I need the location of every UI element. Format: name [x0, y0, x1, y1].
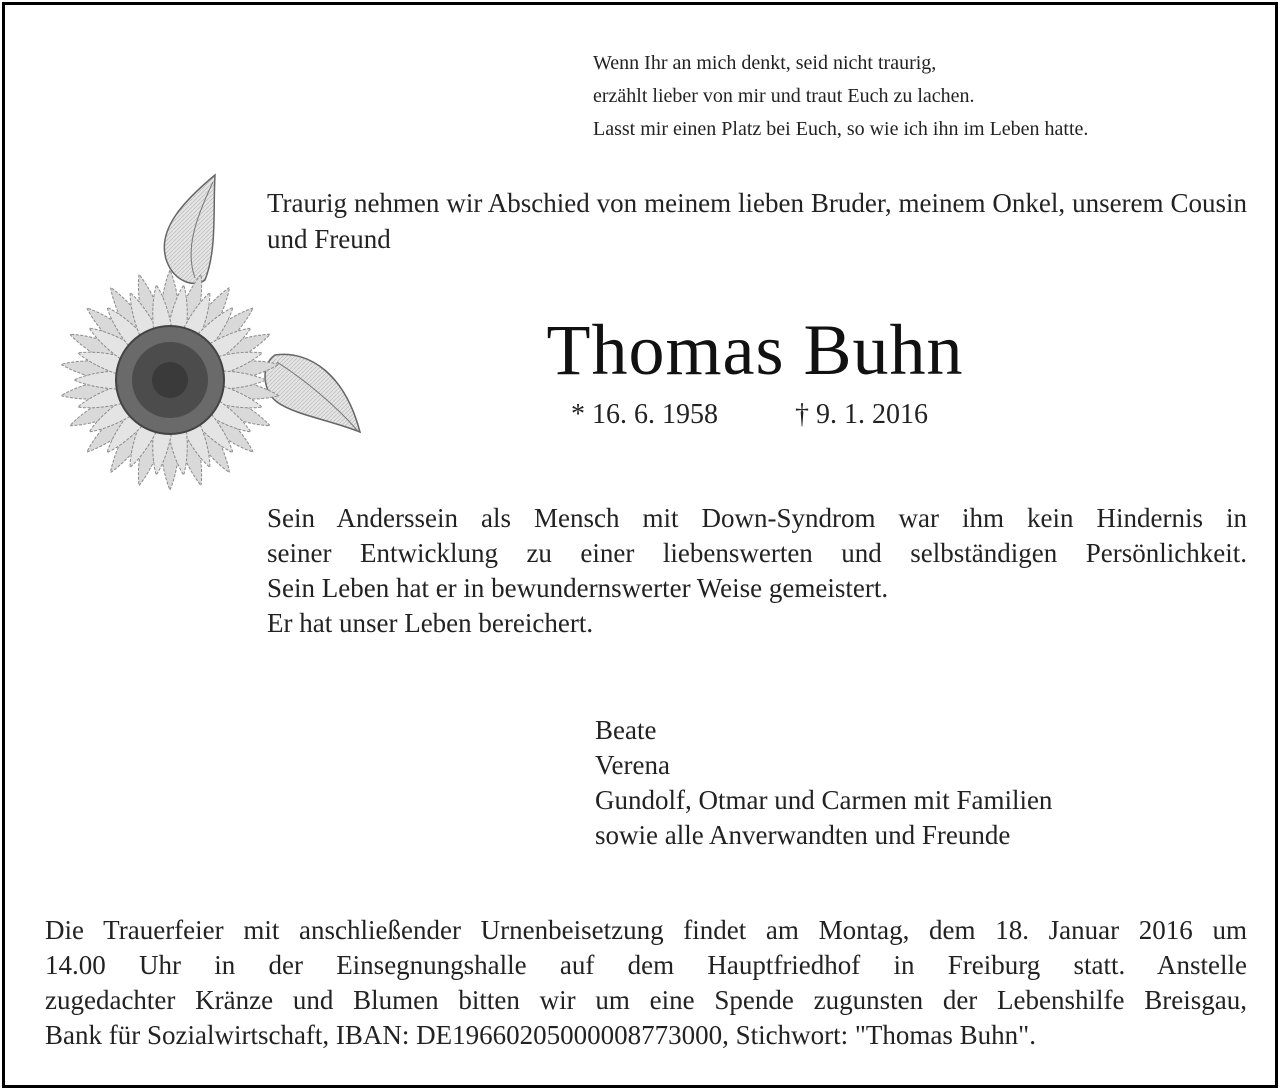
tribute-line: Sein Leben hat er in bewundernswerter Weise gemeistert.	[267, 573, 889, 603]
tribute-text	[267, 501, 1247, 641]
motto-line: Lasst mir einen Platz bei Euch, so wie ich ihn im Leben hatte.	[593, 118, 1089, 140]
mourner-line: Beate	[595, 715, 657, 745]
deceased-name-row	[5, 305, 1275, 395]
funeral-notice	[45, 913, 1247, 1053]
deceased-name: Thomas Buhn	[546, 310, 964, 390]
notice-line: zugedachter Kränze und Blumen bitten wir um eine Spende zugunsten der Lebenshilfe Breisgau,	[45, 985, 1247, 1015]
notice-line: Bank für Sozialwirtschaft, IBAN: DE19660205000008773000, Stichwort: "Thomas Buhn".	[45, 1020, 1036, 1050]
birth-date: * 16. 6. 1958	[571, 399, 718, 430]
tribute-line: Er hat unser Leben bereichert.	[267, 608, 594, 638]
mourners-list	[595, 713, 1052, 853]
notice-line: 14.00 Uhr in der Einsegnungshalle auf dem Hauptfriedhof in Freiburg statt. Anstelle	[45, 950, 1247, 980]
tribute-line: seiner Entwicklung zu einer liebenswerten und selbständigen Persönlichkeit.	[267, 538, 1247, 568]
death-date: † 9. 1. 2016	[795, 399, 928, 430]
motto-line: erzählt lieber von mir und traut Euch zu lachen.	[593, 85, 975, 107]
mourner-line: Gundolf, Otmar und Carmen mit Familien	[595, 785, 1053, 815]
obituary-frame	[2, 2, 1278, 1088]
mourner-line: sowie alle Anverwandten und Freunde	[595, 820, 1011, 850]
motto-poem	[593, 47, 1253, 146]
intro-text: Traurig nehmen wir Abschied von meinem lieben Bruder, meinem Onkel, unserem Cousin und Freund	[267, 188, 1247, 254]
upper-leaf	[164, 175, 215, 283]
tribute-line: Sein Anderssein als Mensch mit Down-Syndrom war ihm kein Hindernis in	[267, 503, 1247, 533]
notice-line: Die Trauerfeier mit anschließender Urnenbeisetzung findet am Montag, dem 18. Januar 2016 um	[45, 915, 1247, 945]
mourner-line: Verena	[595, 750, 670, 780]
motto-line: Wenn Ihr an mich denkt, seid nicht traurig,	[593, 52, 937, 74]
